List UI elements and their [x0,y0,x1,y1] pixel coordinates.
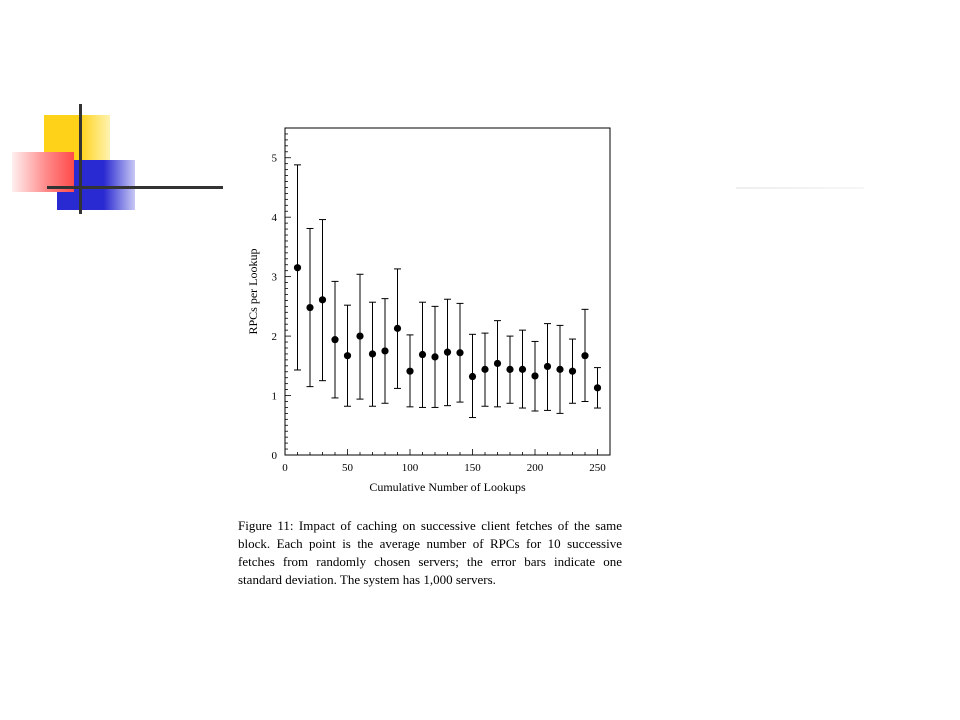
data-point [419,351,426,358]
data-point [531,372,538,379]
figure-caption [238,517,622,589]
y-tick-label: 1 [271,390,277,403]
x-tick-label: 0 [282,462,288,474]
data-point [569,368,576,375]
figure [240,120,630,520]
data-point [556,366,563,373]
y-tick-label: 5 [271,152,277,165]
data-point [594,384,601,391]
data-point [369,350,376,357]
caption-label: Figure 11: [238,518,294,533]
data-point [394,325,401,332]
data-point [444,349,451,356]
data-point [319,296,326,303]
data-point [469,373,476,380]
data-point [506,366,513,373]
data-point [406,368,413,375]
x-tick-label: 50 [342,462,353,474]
x-tick-label: 100 [401,462,419,474]
data-point [544,363,551,370]
decor-faint-line [736,187,864,189]
data-point [431,353,438,360]
data-point [331,336,338,343]
data-point [306,304,313,311]
y-tick-label: 0 [271,450,277,462]
data-point [519,366,526,373]
data-point [344,352,351,359]
decor-horizontal-line [47,186,223,189]
y-tick-label: 4 [271,212,277,225]
x-tick-label: 200 [526,462,544,474]
y-tick-label: 3 [271,271,277,284]
error-bar-chart [240,120,630,505]
data-point [294,264,301,271]
data-point [581,352,588,359]
data-point [494,360,501,367]
caption-text: Impact of caching on successive client fetches of the same block. Each point is the average number of RPCs for 10 successive fetches from randomly chosen servers; the error bars indicate one standard deviation. The system has 1,000 servers. [238,518,623,587]
y-axis-label: RPCs per Lookup [246,248,260,335]
data-point [381,347,388,354]
x-axis-label: Cumulative Number of Lookups [369,480,526,494]
x-tick-label: 250 [589,462,606,474]
y-tick-label: 2 [271,331,277,344]
decor-vertical-line [79,104,82,214]
x-tick-label: 150 [464,462,481,474]
data-point [481,366,488,373]
data-point [356,332,363,339]
data-point [456,349,463,356]
